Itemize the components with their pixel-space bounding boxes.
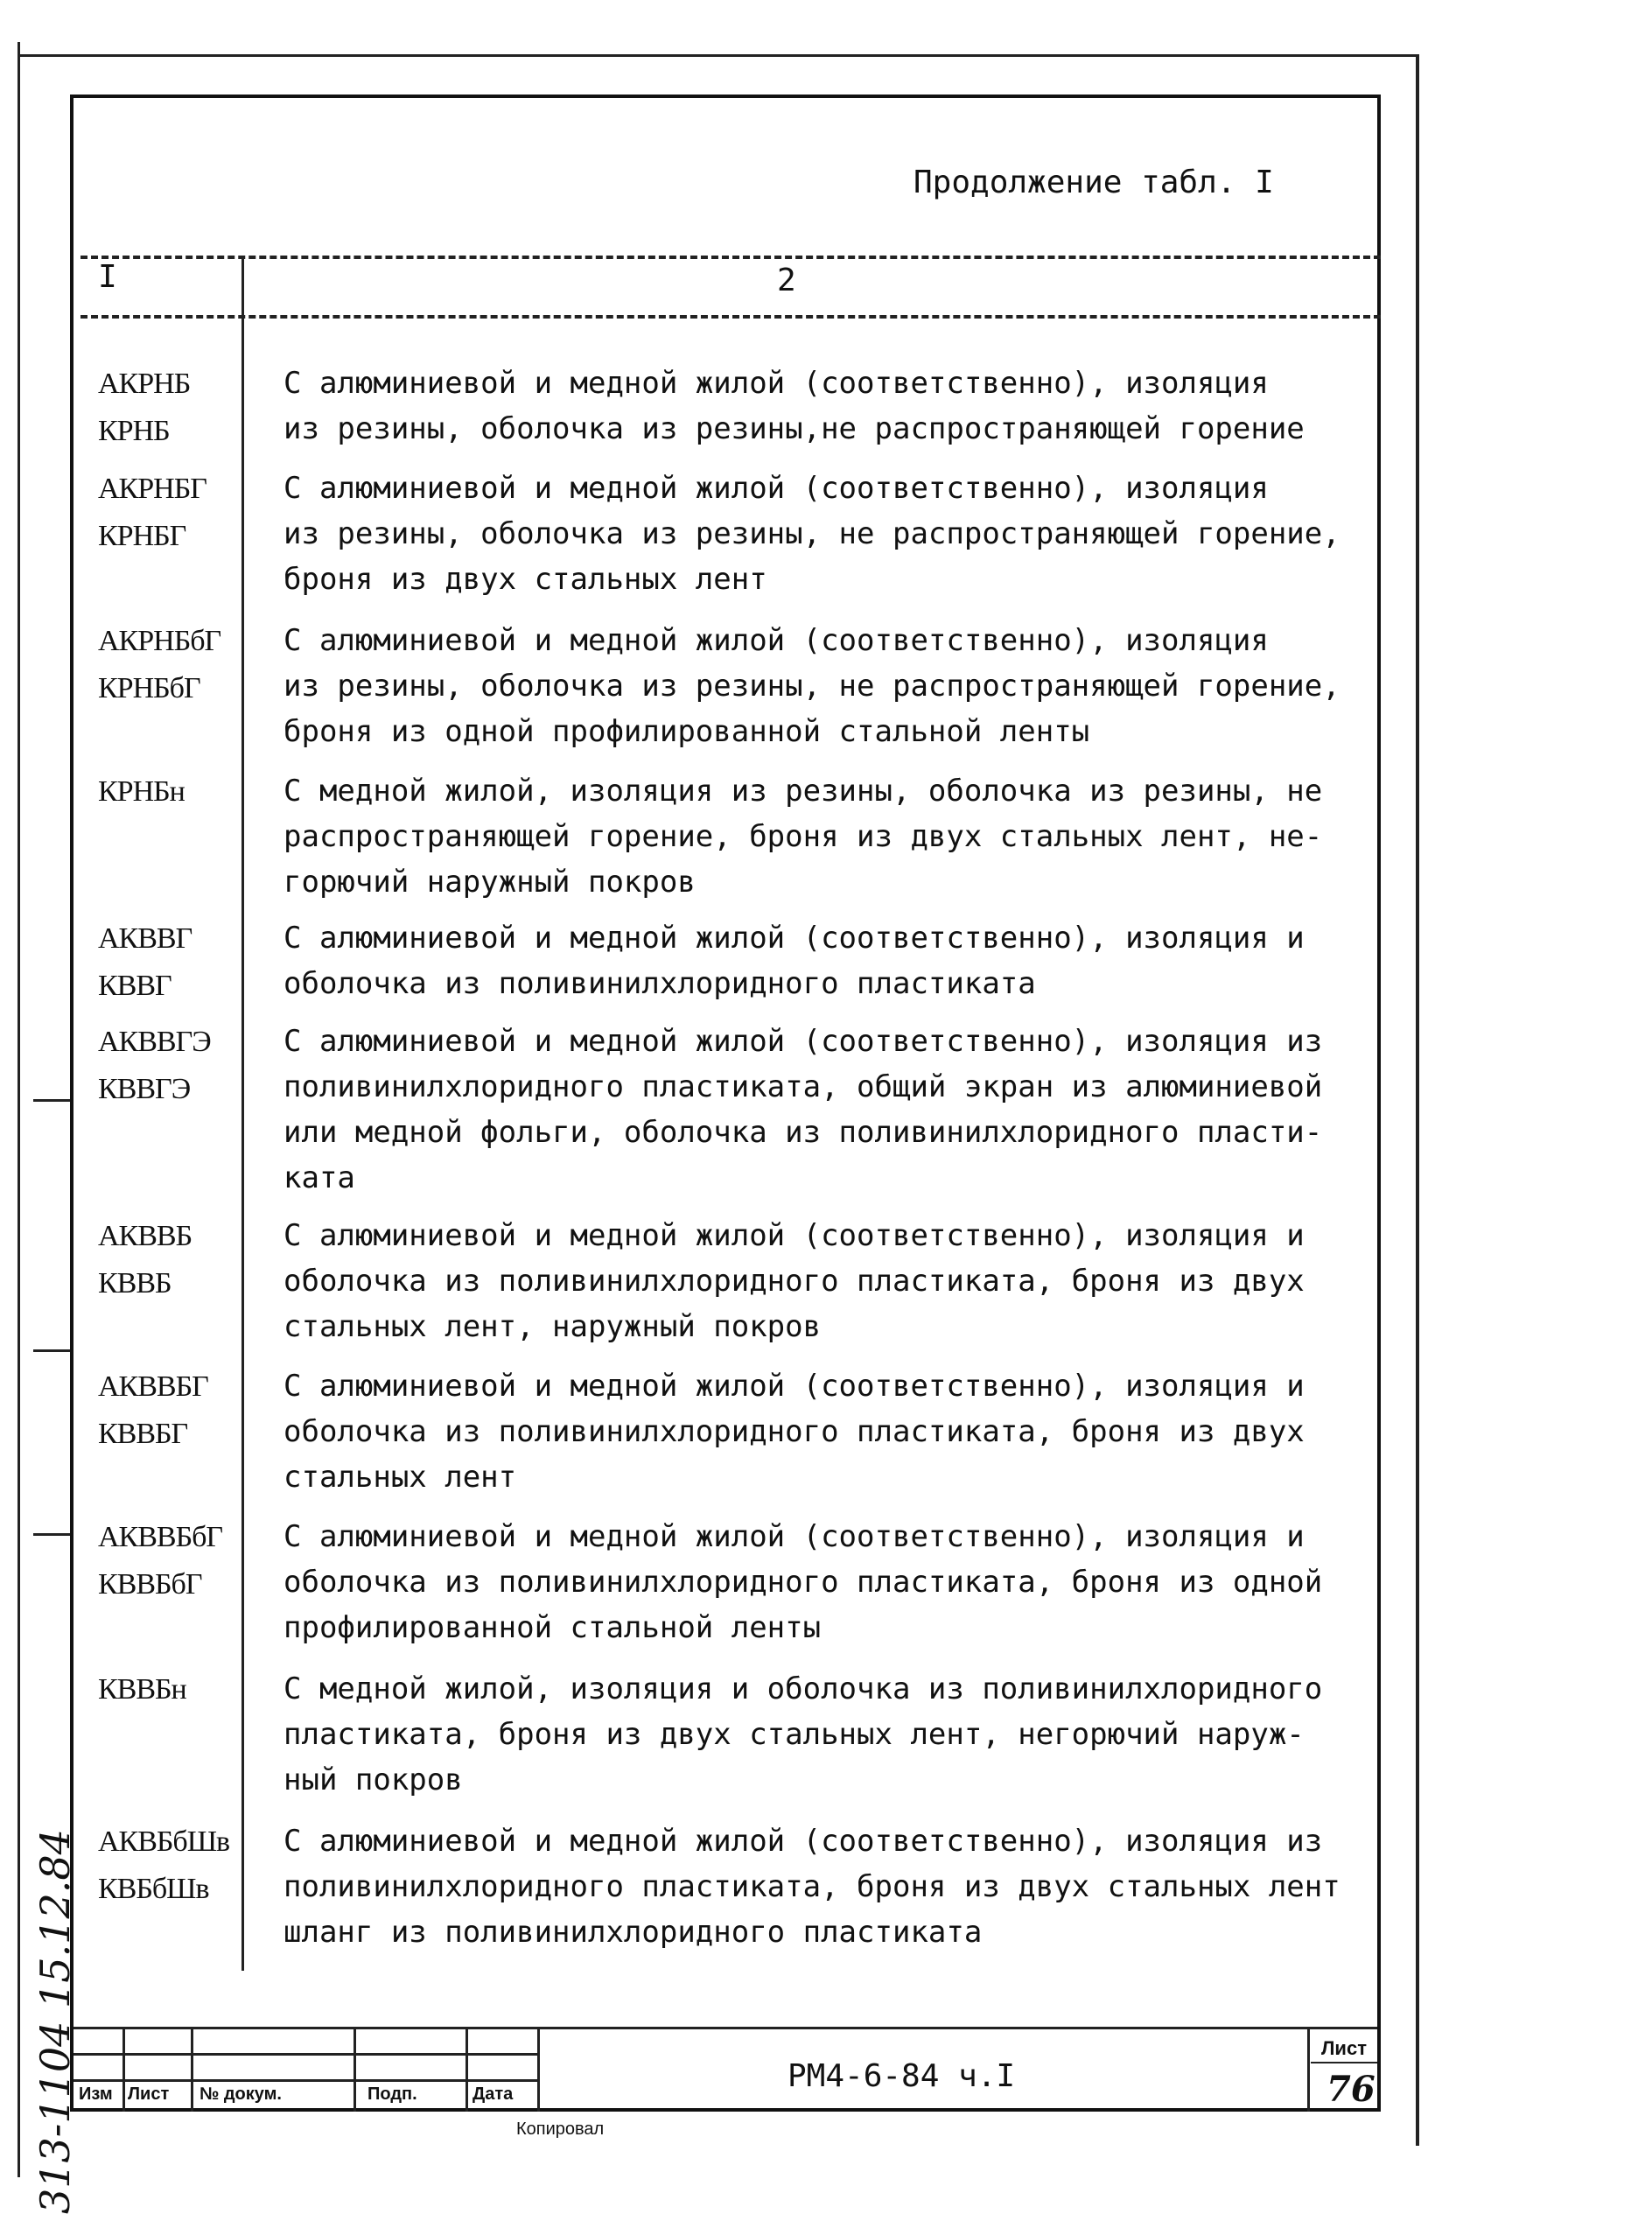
cable-description: С медной жилой, изоляция из резины, оболочка из резины, не распространяющей горение, броня из двух стальных лент, не- горючий наружный покров <box>284 774 1323 900</box>
cable-code: АКРНБГ <box>98 473 206 505</box>
stamp-divider <box>1307 2027 1310 2112</box>
cable-description: С алюминиевой и медной жилой (соответственно), изоляция и оболочка из поливинилхлоридного пластиката, броня из одной профилированной стальной ленты <box>284 1519 1323 1645</box>
table-continuation-caption: Продолжение табл. I <box>914 165 1274 200</box>
cable-codes <box>98 1666 247 1713</box>
stamp-label-change: Изм <box>79 2084 113 2104</box>
stamp-divider <box>466 2027 468 2112</box>
cable-code: КВВБГ <box>98 1418 188 1450</box>
cable-code: КРНБГ <box>98 520 186 552</box>
outer-frame-left <box>18 42 20 2177</box>
stamp-divider <box>537 2027 540 2112</box>
stamp-divider <box>191 2027 193 2112</box>
cable-codes <box>98 1213 247 1307</box>
copied-label: Копировал <box>516 2119 605 2139</box>
stamp-divider <box>354 2027 356 2112</box>
sheet-label: Лист <box>1321 2037 1367 2059</box>
cable-description: С алюминиевой и медной жилой (соответственно), изоляция и оболочка из поливинилхлоридного пластиката, броня из двух стальных лент, наружный покров <box>284 1218 1305 1344</box>
cable-codes <box>98 466 247 560</box>
stamp-label-document: № докум. <box>200 2084 282 2104</box>
outer-frame-right <box>1416 54 1419 2146</box>
table-header-bottom-rule <box>80 315 1381 319</box>
cable-code: АКВВГЭ <box>98 1026 211 1058</box>
stamp-label-sheet: Лист <box>128 2084 170 2104</box>
cable-code: АКВВБГ <box>98 1370 208 1403</box>
cable-code: АКРНБ <box>98 368 191 400</box>
cable-code: КВВБн <box>98 1673 186 1706</box>
cable-description: С алюминиевой и медной жилой (соответственно), изоляция из поливинилхлоридного пластиката, броня из двух стальных лент шланг из поливинилхлоридного пластиката <box>284 1824 1340 1950</box>
margin-handwritten-note: 313-1104 15.12.84 <box>32 1829 79 2214</box>
cable-code: КРНБбГ <box>98 672 200 704</box>
stamp-divider <box>122 2027 125 2112</box>
cable-codes <box>98 1019 247 1113</box>
cable-description: С алюминиевой и медной жилой (соответственно), изоляция и оболочка из поливинилхлоридного пластиката <box>284 921 1305 1001</box>
cable-code: АКВВГ <box>98 922 192 955</box>
cable-code: АКВВБбГ <box>98 1521 223 1553</box>
cable-description: С медной жилой, изоляция и оболочка из поливинилхлоридного пластиката, броня из двух стальных лент, негорючий наруж- ный покров <box>284 1671 1323 1797</box>
cable-codes <box>98 1363 247 1458</box>
cable-code: КВВГЭ <box>98 1073 191 1105</box>
cable-code: КВВГ <box>98 970 172 1002</box>
document-code: РМ4-6-84 ч.I <box>788 2058 1016 2094</box>
sheet-number: 76 <box>1326 2069 1376 2110</box>
cable-codes <box>98 1818 247 1913</box>
margin-tick <box>33 1349 74 1352</box>
cable-description: С алюминиевой и медной жилой (соответственно), изоляция из резины, оболочка из резины, не распространяющей горение, броня из одной профилированной стальной ленты <box>284 623 1340 749</box>
column-2-header: 2 <box>777 263 796 298</box>
cable-codes <box>98 915 247 1010</box>
cable-codes <box>98 361 247 455</box>
cable-code: КВБбШв <box>98 1873 209 1905</box>
cable-code: КРНБ <box>98 415 170 447</box>
cable-code: КВВБбГ <box>98 1568 202 1601</box>
cable-codes <box>98 768 247 816</box>
cable-description: С алюминиевой и медной жилой (соответственно), изоляция и оболочка из поливинилхлоридного пластиката, броня из двух стальных лент <box>284 1369 1305 1495</box>
stamp-label-date: Дата <box>472 2084 514 2104</box>
cable-codes <box>98 1514 247 1608</box>
cable-codes <box>98 618 247 712</box>
table-header-top-rule <box>80 256 1381 259</box>
stamp-top-rule <box>74 2027 1377 2029</box>
cable-description: С алюминиевой и медной жилой (соответственно), изоляция из резины, оболочка из резины, не распространяющей горение, броня из двух стальных лент <box>284 471 1340 597</box>
cable-code: АКВБбШв <box>98 1825 230 1858</box>
cable-code: КВВБ <box>98 1267 172 1300</box>
stamp-label-signature: Подп. <box>368 2084 417 2104</box>
margin-tick <box>33 1099 74 1102</box>
outer-frame-top <box>18 54 1418 57</box>
cable-description: С алюминиевой и медной жилой (соответственно), изоляция из резины, оболочка из резины,не распространяющей горение <box>284 366 1305 446</box>
margin-tick <box>33 1533 74 1536</box>
cable-code: КРНБн <box>98 775 185 808</box>
column-1-header: I <box>98 259 117 295</box>
cable-code: АКВВБ <box>98 1220 192 1252</box>
cable-code: АКРНБбГ <box>98 625 221 657</box>
cable-description: С алюминиевой и медной жилой (соответственно), изоляция из поливинилхлоридного пластиката, общий экран из алюминиевой или медной фольги, оболочка из поливинилхлоридного пласти- ката <box>284 1024 1323 1195</box>
sheet-box-rule <box>1311 2062 1377 2063</box>
